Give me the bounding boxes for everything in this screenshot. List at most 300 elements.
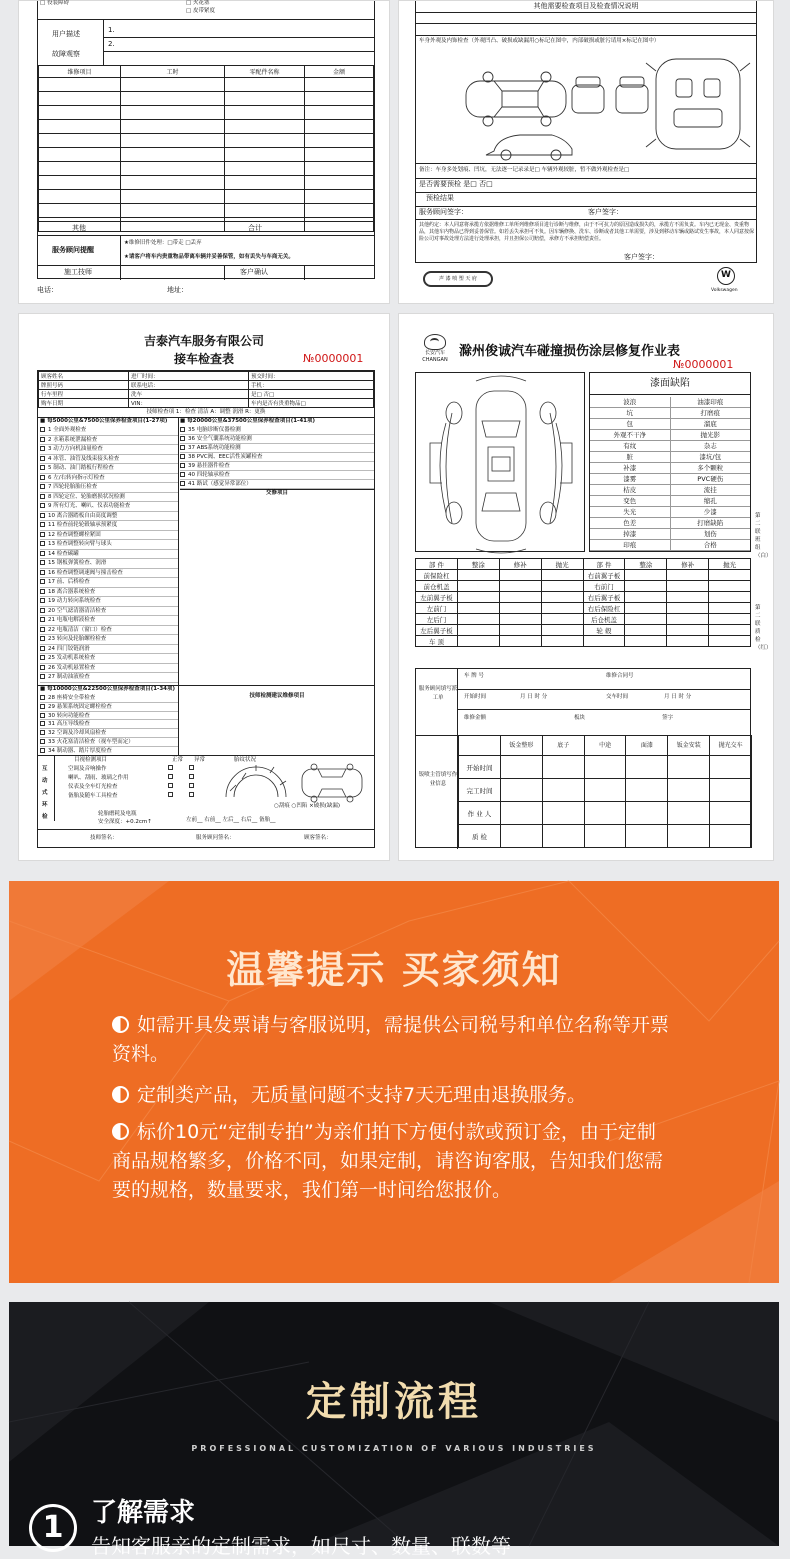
checkbox-icon <box>40 475 45 480</box>
checkbox-icon <box>189 765 194 770</box>
ops-header-row <box>459 736 752 756</box>
sign-customer: 顾客签名： <box>304 835 332 841</box>
parts-cell <box>667 625 709 636</box>
fine-print: 其他约定：本人同意将承揽方依据维修工单所列维修项目进行诊断与维修，由于不可抗力的原因造成损失的，承揽方不需负责。车内已无现金、贵重物品，其他车内物品已得到妥善保管。如若丢失承担可不负。因车辆修换、洗车、诊断或者其他工单需要，涉及到移动车辆或路试发生事故，本人同意按保险公司对事故处理方法进行处理承担，并且担保公司赔偿，承修方不承担赔偿责任。 <box>419 222 755 242</box>
parts-header-row <box>416 559 751 570</box>
checkbox-icon <box>180 454 185 459</box>
check-item <box>40 531 178 541</box>
check-item-label: 30 转向功能检查 <box>48 712 90 719</box>
parts-cell <box>709 592 751 603</box>
ring-item-label: 喇叭、刮雨、玻璃之作用 <box>68 775 129 781</box>
ops-row <box>459 756 752 779</box>
checkbox-icon <box>40 627 45 632</box>
checkbox-icon <box>180 427 185 432</box>
checkbox-icon <box>40 446 45 451</box>
line-1: 1. <box>108 26 115 34</box>
tread-depth: 安全深度：+0.2cm↑ <box>98 819 152 825</box>
checkbox-icon <box>40 437 45 442</box>
checkbox-icon <box>40 713 45 718</box>
parts-cell <box>625 636 667 647</box>
defect-label: PVC硬伤 <box>697 475 724 483</box>
ops-row-label: 完工时间 <box>459 779 501 802</box>
defect-row <box>590 485 750 496</box>
table-cell <box>39 190 121 204</box>
inspection-frame <box>415 1 757 263</box>
table-cell <box>225 92 305 106</box>
table-row <box>39 120 374 134</box>
table-cell <box>39 148 121 162</box>
parts-cell <box>541 625 583 636</box>
defect-label: 桔皮 <box>590 485 671 495</box>
check-item <box>40 502 178 512</box>
checkbox-icon <box>40 522 45 527</box>
defect-label: 包 <box>590 419 671 429</box>
ops-cell <box>710 779 752 802</box>
ring-check-item <box>68 783 218 792</box>
advisor-sign: 服务顾问签字： <box>419 208 468 216</box>
table-row <box>39 106 374 120</box>
parts-cell <box>457 603 499 614</box>
table-cell <box>305 92 374 106</box>
check-item <box>40 474 178 484</box>
check-item <box>40 712 178 721</box>
info-cell: 是□ 否□ <box>249 390 374 399</box>
parts-cell <box>457 625 499 636</box>
car-front-view <box>572 85 604 113</box>
table-cell <box>121 190 225 204</box>
check-item-label: 25 发动机系统检查 <box>48 655 96 661</box>
parts-table <box>415 558 751 647</box>
items-c-list <box>40 694 178 756</box>
defect-label: 变色 <box>590 496 671 506</box>
half-circle-bullet-icon <box>112 1123 129 1140</box>
ops-cell <box>710 825 752 848</box>
info-cell: 购车日期 <box>39 399 129 408</box>
checkbox-icon <box>40 730 45 735</box>
checkbox-icon <box>40 646 45 651</box>
vehicle-check-sheet-card <box>18 313 390 861</box>
customer-sign: 客户签字： <box>588 208 623 216</box>
parts-cell <box>709 603 751 614</box>
defect-label: 溜底 <box>703 420 717 428</box>
table-row <box>39 92 374 106</box>
info-cell: 行车里程 <box>39 390 129 399</box>
info-cell: 联系电话： <box>129 381 249 390</box>
car-rear-view <box>616 85 648 113</box>
other-total-row <box>38 221 374 235</box>
ops-cell <box>668 779 710 802</box>
repair-items-table <box>38 65 374 232</box>
table-cell <box>39 134 121 148</box>
ops-cell <box>501 825 543 848</box>
defect-label: 补漆 <box>590 463 671 473</box>
stage-header: 底子 <box>542 736 584 756</box>
repair-order-table <box>37 1 375 279</box>
defect-label: 掉漆 <box>590 529 671 539</box>
check-item-label: 40 四轮轴承检查 <box>188 472 230 478</box>
info-cell: 牌照号码 <box>39 381 129 390</box>
check-item-label: 5 制动、油门踏板行程检查 <box>48 465 114 471</box>
customization-process-section <box>9 1302 779 1558</box>
parts-header-cell: 抛光 <box>541 559 583 570</box>
info-row <box>39 381 374 390</box>
parts-cell <box>499 614 541 625</box>
checkbox-icon <box>40 704 45 709</box>
ops-cell <box>584 779 626 802</box>
tire-label: 胎纹状况 <box>234 757 257 763</box>
advisor-reminder-row <box>38 235 374 265</box>
panel-label: 板块 <box>574 715 586 721</box>
parts-cell <box>499 581 541 592</box>
items-right-list <box>180 426 374 489</box>
check-item-label: 38 PVC阀、EEC活性炭罐检查 <box>188 454 263 460</box>
table-cell <box>39 78 121 92</box>
ring-check-item <box>68 765 218 774</box>
parts-cell <box>499 625 541 636</box>
parts-cell <box>541 570 583 581</box>
user-description-row <box>38 19 374 65</box>
side-label-red: 第二联 质检（红） <box>755 605 772 651</box>
table-cell <box>121 176 225 190</box>
checkbox-icon <box>40 608 45 613</box>
info-cell: 顾客姓名 <box>39 372 129 381</box>
check-item <box>40 550 178 560</box>
form-title: 接车检查表 <box>173 352 234 366</box>
checkbox-icon <box>180 472 185 477</box>
check-item-label: 36 安全气囊系统功能检测 <box>188 436 252 442</box>
check-item-label: 16 检查调整调速阀与撞击检查 <box>48 569 123 576</box>
table-cell <box>121 204 225 218</box>
section-c-title: ■ 每10000公里&22500公里保养检查项目(1-34项) <box>40 686 175 692</box>
collision-repair-sheet-card <box>398 313 774 861</box>
defect-label: 失光 <box>590 507 671 517</box>
checkbox-icon <box>189 774 194 779</box>
table-cell <box>225 162 305 176</box>
dispatch-block <box>415 668 751 848</box>
defect-table <box>589 372 751 552</box>
parts-cell <box>541 636 583 647</box>
parts-cell <box>499 592 541 603</box>
parts-cell <box>709 636 751 647</box>
info-cell: 车内是否有贵重物品□ <box>249 399 374 408</box>
ops-corner <box>459 736 501 756</box>
part-name-left: 左后翼子板 <box>416 625 458 636</box>
part-name-right: 右后保险杠 <box>583 603 625 614</box>
half-circle-bullet-icon <box>112 1016 129 1033</box>
step-text: 告知客服亲的定制需求，如尺寸、数量、联数等 <box>91 1534 511 1558</box>
defect-label: 杂志 <box>703 442 717 450</box>
table-cell <box>305 134 374 148</box>
total-label: 合计 <box>248 224 262 232</box>
defect-label: 划伤 <box>703 530 717 538</box>
checkbox-icon <box>40 513 45 518</box>
check-item-label: 32 空调及冷却风扇检查 <box>48 730 107 737</box>
parts-row <box>416 636 751 647</box>
technician-label: 施工技师 <box>64 268 92 276</box>
table-cell <box>39 106 121 120</box>
defect-label: 缩孔 <box>703 497 717 505</box>
table-cell <box>305 190 374 204</box>
table-cell <box>39 120 121 134</box>
parts-cell <box>709 625 751 636</box>
checkbox-icon <box>40 655 45 660</box>
parts-cell <box>625 603 667 614</box>
check-item-label: 10 离合器踏板自由高度调整 <box>48 512 118 519</box>
ring-check-item <box>68 774 218 783</box>
section-b-title: ■ 每20000公里&37500公里保养检查项目(1-41项) <box>180 418 315 424</box>
check-item-label: 15 钢板弹簧检查、润滑 <box>48 560 107 566</box>
table-cell <box>39 176 121 190</box>
check-item-label: 2 水箱系统泄漏检查 <box>48 436 98 443</box>
checkbox-icon <box>40 598 45 603</box>
ring-item-label: 空调及音响操作 <box>68 766 107 772</box>
defect-row <box>590 463 750 474</box>
parts-cell <box>625 592 667 603</box>
check-item <box>40 616 178 626</box>
check-item <box>40 654 178 664</box>
defect-row <box>590 474 750 485</box>
parts-header-cell: 部 件 <box>583 559 625 570</box>
checkbox-icon <box>40 484 45 489</box>
stage-header: 抛光交车 <box>710 736 752 756</box>
table-cell <box>305 106 374 120</box>
ops-cell <box>542 802 584 825</box>
check-item-label: 9 所有灯光、喇叭、仪表功能检查 <box>48 503 131 509</box>
parts-cell <box>625 614 667 625</box>
check-item <box>180 453 374 462</box>
serial-number: №0000001 <box>303 352 364 365</box>
ops-cell <box>668 825 710 848</box>
table-cell <box>305 120 374 134</box>
ops-cell <box>710 756 752 779</box>
parts-cell <box>457 581 499 592</box>
defect-row <box>590 452 750 463</box>
part-name-right: 右前翼子板 <box>583 570 625 581</box>
check-item-label: 35 电脑诊断仪器检测 <box>188 427 241 433</box>
defect-row <box>590 496 750 507</box>
check-item <box>40 673 178 683</box>
checkbox-icon <box>40 721 45 726</box>
check-item-label: 20 空气滤清器清洁检查 <box>48 607 107 614</box>
check-item-label: 28 座椅安全带检查 <box>48 695 96 701</box>
ring-item-label: 备胎及随车工具检查 <box>68 793 118 799</box>
parts-header-cell: 整涂 <box>457 559 499 570</box>
defect-row <box>590 430 750 441</box>
checkbox-icon <box>168 783 173 788</box>
parts-cell <box>541 592 583 603</box>
check-item <box>180 462 374 471</box>
ops-cell <box>626 802 668 825</box>
parts-header-cell: 修补 <box>499 559 541 570</box>
ops-cell <box>584 825 626 848</box>
old-parts-text: ★维修旧件处理：□带走 □丢弃 <box>124 240 202 246</box>
process-subtitle: PROFESSIONAL CUSTOMIZATION OF VARIOUS INDUSTRIES <box>191 1444 597 1453</box>
check-item-label: 29 悬架系统固定螺栓检查 <box>48 703 112 710</box>
check-item-label: 12 检查调整螺栓紧固 <box>48 531 101 538</box>
check-item <box>40 426 178 436</box>
checkbox-icon <box>168 774 173 779</box>
valuables-text: ★请客户将车内贵重物品带离车辆并妥善保管，如有丢失与车商无关。 <box>124 254 294 260</box>
header-amount: 金额 <box>305 66 374 78</box>
parts-cell <box>499 636 541 647</box>
check-item-label: 18 离合器系统检查 <box>48 588 96 595</box>
ops-row <box>459 779 752 802</box>
defect-title: 漆面缺陷 <box>590 373 750 395</box>
check-item <box>180 435 374 444</box>
defect-label: 脏 <box>590 452 671 462</box>
check-item-label: 26 发动机悬置检查 <box>48 664 96 671</box>
brand-text: Volkswagen <box>711 288 738 293</box>
check-item <box>40 635 178 645</box>
parts-cell <box>457 614 499 625</box>
part-name-left: 前保险杠 <box>416 570 458 581</box>
defect-label: 坑 <box>590 408 671 418</box>
check-item-label: 34 制动器、踏片厚度检查 <box>48 747 112 754</box>
parts-cell <box>457 636 499 647</box>
sign-label: 签字 <box>662 715 674 721</box>
check-item-label: 7 四轮轮胎胎压检查 <box>48 484 98 490</box>
header-repair-item: 维修项目 <box>39 66 121 78</box>
defect-label: 打磨缺陷 <box>697 519 724 527</box>
table-row <box>39 176 374 190</box>
check-item <box>180 426 374 435</box>
step-number-badge: 1 <box>29 1504 77 1552</box>
checkbox-icon <box>168 765 173 770</box>
ops-cell <box>501 756 543 779</box>
info-cell: 进厂时间： <box>129 372 249 381</box>
table-cell <box>305 78 374 92</box>
table-cell <box>225 106 305 120</box>
defect-label: 油漆印痕 <box>697 398 724 406</box>
checkbox-icon <box>168 792 173 797</box>
parts-cell <box>667 636 709 647</box>
check-item-label: 3 动力方向机油量检查 <box>48 446 103 452</box>
parts-cell <box>667 581 709 592</box>
car-exploded-diagram <box>416 373 586 553</box>
check-item <box>40 540 178 550</box>
checkbox-icon <box>180 463 185 468</box>
ops-row <box>459 825 752 848</box>
part-name-left: 左前翼子板 <box>416 592 458 603</box>
plate-label: 车 牌 号 <box>464 673 484 679</box>
ops-cell <box>668 756 710 779</box>
info-cell: 预交时间： <box>249 372 374 381</box>
tire-car-diagram <box>222 763 370 803</box>
sheet-title: 滁州俊诚汽车碰撞损伤涂层修复作业表 <box>459 344 681 359</box>
checkbox-icon <box>40 695 45 700</box>
ops-cell <box>542 756 584 779</box>
table-cell <box>121 162 225 176</box>
user-desc-label: 用户描述 <box>52 30 80 38</box>
car-damage-diagram <box>456 51 756 161</box>
table-cell <box>225 120 305 134</box>
checkbox-icon <box>180 436 185 441</box>
check-item-label: 27 制动油液检查 <box>48 674 90 680</box>
table-cell <box>121 78 225 92</box>
check-item <box>40 578 178 588</box>
defect-row <box>590 441 750 452</box>
changan-logo <box>413 334 457 364</box>
car-side-view <box>486 135 572 155</box>
table-cell <box>305 176 374 190</box>
ring-item-label: 仪表及全车灯光检查 <box>68 784 118 790</box>
part-name-right: 后仓机盖 <box>583 614 625 625</box>
check-item <box>40 569 178 579</box>
check-item-label: 31 高压导线检查 <box>48 721 90 728</box>
part-name-left: 车 顶 <box>416 636 458 647</box>
ring-check-label: 目视检测项目 <box>74 757 108 763</box>
check-item-label: 23 转向及轮胎螺栓检查 <box>48 636 107 642</box>
check-item <box>40 597 178 607</box>
ring-items-list <box>68 765 218 801</box>
check-item <box>180 444 374 453</box>
sign-tech: 技师签名： <box>90 835 118 841</box>
parts-cell <box>499 570 541 581</box>
contract-label: 维修合同号 <box>606 673 634 679</box>
precheck-result: 预检结果 <box>426 194 454 202</box>
table-cell <box>39 204 121 218</box>
header-note: 其他需要检查项目及检查情况说明 <box>533 2 639 10</box>
check-item <box>40 483 178 493</box>
parts-header-cell: 部 件 <box>416 559 458 570</box>
table-cell <box>39 92 121 106</box>
checkbox-icon <box>40 560 45 565</box>
info-row <box>39 390 374 399</box>
exchange-label: 交修项目 <box>180 489 374 497</box>
checkbox-icon <box>40 465 45 470</box>
defect-label: 有纹 <box>590 441 671 451</box>
defect-row <box>590 408 750 419</box>
inspection-legend: 车身外观及内饰检查（外观凹凸、破损或缺漏用○标记在图中，内部破损或脏污请用×标记在图中） <box>419 38 660 44</box>
table-row <box>39 162 374 176</box>
table-cell <box>121 106 225 120</box>
parts-cell <box>667 614 709 625</box>
defect-row <box>590 540 750 551</box>
tech-suggest-label: 技师检测建议维修项目 <box>249 693 305 699</box>
defect-row <box>590 507 750 518</box>
checkbox-icon <box>40 494 45 499</box>
company-name: 吉泰汽车服务有限公司 <box>143 334 264 348</box>
checkbox-icon <box>40 532 45 537</box>
ops-cell <box>501 779 543 802</box>
defect-label: 漆坑/包 <box>699 453 722 461</box>
side-label-white: 第二联 班组（白） <box>755 513 772 559</box>
checkbox-icon <box>40 503 45 508</box>
repair-order-form-card <box>18 0 390 304</box>
check-item <box>40 664 178 674</box>
items-left-list <box>40 426 178 683</box>
check-item-label: 21 电瓶电解液检查 <box>48 617 96 623</box>
table-row <box>39 148 374 162</box>
check-sheet-frame <box>37 370 375 848</box>
check-item-label: 37 ABS系统功能检测 <box>188 445 241 451</box>
table-row <box>39 204 374 218</box>
checkbox-icon <box>189 792 194 797</box>
check-item-label: 8 四轮定位、轮胎磨损状况检测 <box>48 493 125 500</box>
info-cell: 手机： <box>249 381 374 390</box>
tip-item-1: 如需开具发票请与客服说明，需提供公司税号和单位名称等开票资料。 <box>112 1014 670 1065</box>
table-cell <box>121 148 225 162</box>
check-legend: 技师检查项 1：检查 清洁 A：调整 润滑 R：更换 <box>146 409 266 415</box>
defect-label: 色差 <box>590 518 671 528</box>
check-item-label: 33 火花塞清洁检查（视车型而定） <box>48 738 134 745</box>
check-item <box>40 512 178 522</box>
customer-sign-2: 客户签字： <box>624 253 659 261</box>
ops-row-label: 作 业 人 <box>459 802 501 825</box>
check-item <box>40 588 178 598</box>
info-cell: 洗车 <box>129 390 249 399</box>
checkbox-icon <box>40 665 45 670</box>
